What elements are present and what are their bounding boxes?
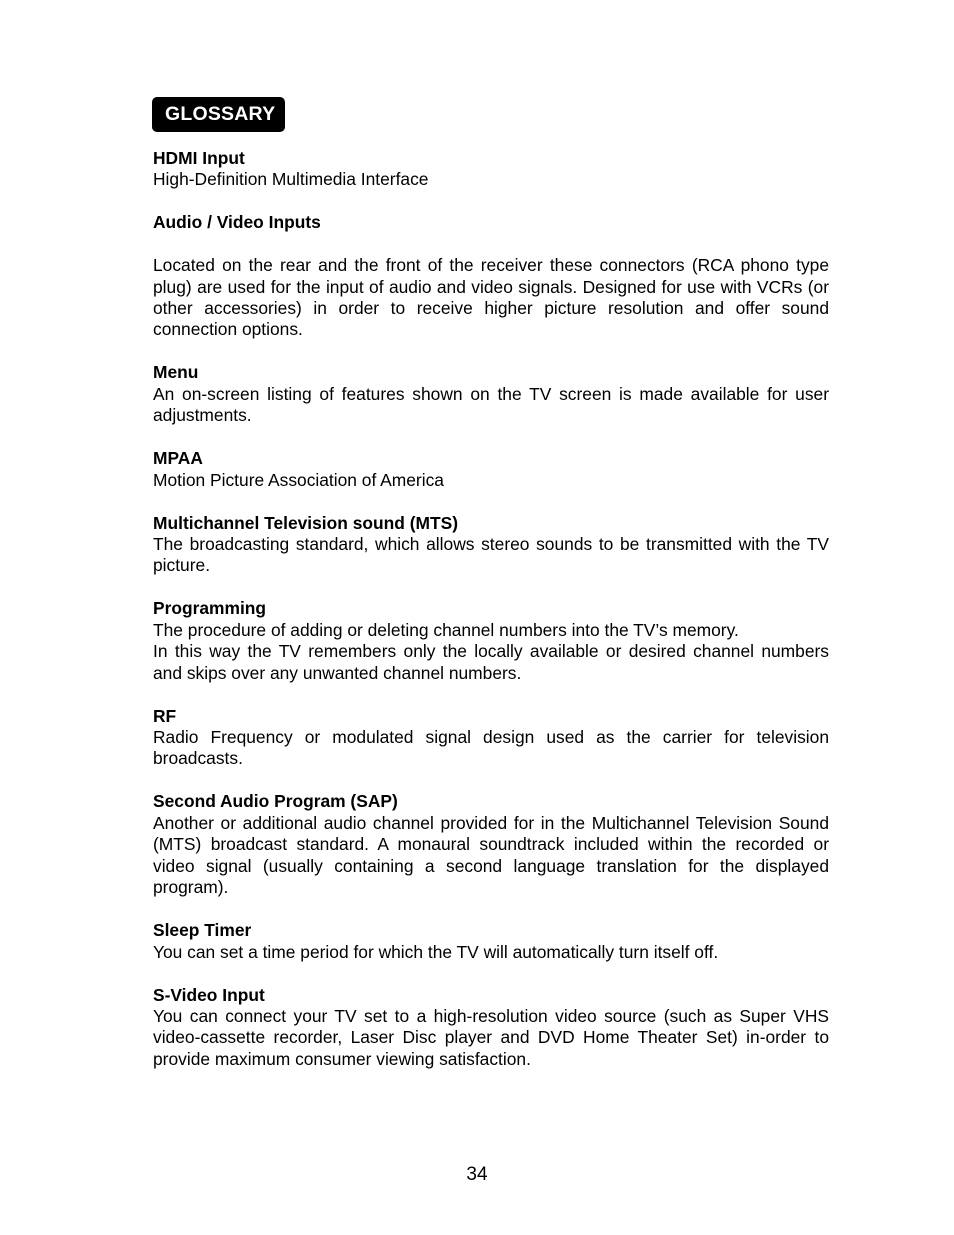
glossary-term: Second Audio Program (SAP) [153, 791, 398, 812]
glossary-entry-s-video-input [153, 985, 829, 1071]
page-number: 34 [466, 1164, 488, 1185]
glossary-term: Programming [153, 598, 267, 619]
glossary-term: MPAA [153, 448, 203, 469]
glossary-entry-sleep-timer [153, 920, 829, 963]
glossary-term: HDMI Input [153, 148, 245, 168]
glossary-entry-programming [153, 598, 829, 684]
glossary-term: Menu [153, 362, 199, 383]
glossary-entry-hdmi-input [153, 148, 829, 191]
glossary-term: S-Video Input [153, 984, 265, 1005]
glossary-entry-audio-video-inputs [153, 212, 829, 340]
glossary-term: Multichannel Television sound (MTS) [153, 512, 458, 533]
glossary-term: Audio / Video Inputs [153, 212, 321, 233]
glossary-entry-rf [153, 706, 829, 770]
glossary-entry-mpaa [153, 448, 829, 491]
glossary-term: RF [153, 705, 177, 726]
glossary-definition: The procedure of adding or deleting channel numbers into the TV’s memory. [153, 619, 739, 640]
glossary-entry-menu [153, 362, 829, 426]
glossary-term: Sleep Timer [153, 920, 252, 941]
glossary-definition: An on-screen listing of features shown on the TV screen is made available for user adjustments. [153, 383, 829, 426]
glossary-definition: In this way the TV remembers only the locally available or desired channel numbers and skips over any unwanted channel numbers. [153, 641, 829, 683]
glossary-definition: The broadcasting standard, which allows stereo sounds to be transmitted with the TV picture. [153, 534, 829, 576]
glossary-entry-mts [153, 513, 829, 577]
glossary-definition: High-Definition Multimedia Interface [153, 169, 429, 190]
glossary-definition: Motion Picture Association of America [153, 469, 444, 490]
glossary-definition: Another or additional audio channel provided for in the Multichannel Television Sound (MTS) broadcast standard. A monaural soundtrack included within the recorded or video signal (usually containing a second language translation for the displayed program). [153, 812, 829, 898]
glossary-list [153, 148, 829, 1092]
glossary-definition: Radio Frequency or modulated signal design used as the carrier for television broadcasts. [153, 727, 829, 769]
paragraph-gap [153, 234, 829, 255]
glossary-definition: You can connect your TV set to a high-resolution video source (such as Super VHS video-cassette recorder, Laser Disc player and DVD Home Theater Set) in-order to provide maximum consumer viewing satisfaction. [153, 1005, 829, 1069]
glossary-definition: You can set a time period for which the TV will automatically turn itself off. [153, 941, 719, 962]
section-badge: GLOSSARY [152, 97, 285, 132]
glossary-definition: Located on the rear and the front of the receiver these connectors (RCA phono type plug) are used for the input of audio and video signals. Designed for use with VCRs (or other accessories) in order to receive higher picture resolution and offer sound connection options. [153, 255, 829, 340]
glossary-entry-sap [153, 791, 829, 898]
